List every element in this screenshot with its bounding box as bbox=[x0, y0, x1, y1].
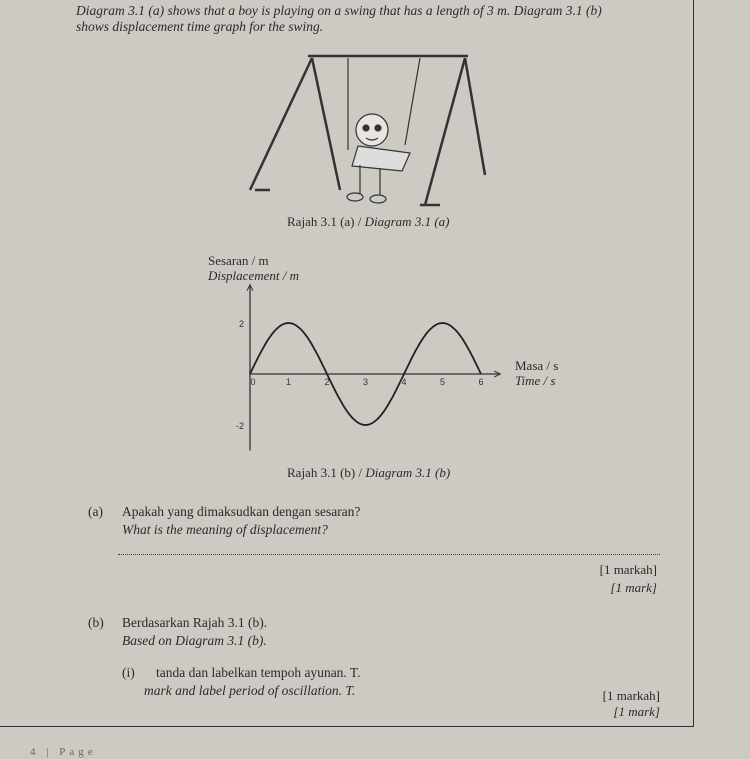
x-tick-label: 3 bbox=[362, 377, 369, 387]
question-b bbox=[122, 614, 267, 650]
question-a bbox=[122, 503, 360, 539]
mark-b-en: [1 mark] bbox=[613, 704, 660, 719]
question-b-i-text-ms: tanda dan labelkan tempoh ayunan. T. bbox=[156, 665, 361, 680]
mark-b-ms: [1 markah] bbox=[602, 688, 660, 703]
question-b-i-label: (i) bbox=[122, 665, 135, 680]
x-tick-label: 4 bbox=[401, 377, 407, 387]
diagram-a-caption-ms: Rajah 3.1 (a) / bbox=[287, 214, 365, 229]
diagram-b-caption-ms: Rajah 3.1 (b) / bbox=[287, 465, 366, 480]
diagram-a-caption-en: Diagram 3.1 (a) bbox=[364, 214, 450, 229]
question-a-text-ms: Apakah yang dimaksudkan dengan sesaran? bbox=[122, 504, 361, 519]
y-tick-label: 2 bbox=[238, 319, 244, 329]
intro-line-1: Diagram 3.1 (a) shows that a boy is playing on a swing that has a length of 3 m. Diagram 3.1 (b) bbox=[76, 3, 602, 18]
mark-a-ms: [1 markah] bbox=[599, 562, 657, 577]
question-a-label: (a) bbox=[88, 504, 103, 519]
x-tick-label: 2 bbox=[324, 377, 330, 387]
diagram-b-caption bbox=[287, 465, 450, 481]
x-tick-label: 6 bbox=[478, 377, 484, 387]
answer-line-a[interactable] bbox=[118, 554, 660, 555]
mark-a-en: [1 mark] bbox=[610, 580, 657, 595]
diagram-b-caption-en: Diagram 3.1 (b) bbox=[365, 465, 451, 480]
x-tick-label: 5 bbox=[439, 377, 446, 387]
x-axis-label-ms: Masa / s bbox=[515, 358, 559, 373]
intro-line-2: shows displacement time graph for the swing. bbox=[76, 19, 324, 34]
y-axis-label-ms: Sesaran / m bbox=[208, 253, 269, 268]
x-axis-label-en: Time / s bbox=[515, 373, 556, 388]
frame-border-bottom bbox=[0, 726, 694, 727]
y-axis-label-en: Displacement / m bbox=[208, 268, 299, 283]
question-a-text-en: What is the meaning of displacement? bbox=[122, 522, 328, 537]
question-b-text-en: Based on Diagram 3.1 (b). bbox=[122, 633, 267, 648]
question-b-i bbox=[144, 664, 361, 700]
question-b-text-ms: Berdasarkan Rajah 3.1 (b). bbox=[122, 615, 268, 630]
question-b-label: (b) bbox=[88, 615, 104, 630]
y-tick-label: -2 bbox=[235, 421, 244, 431]
x-tick-label: 1 bbox=[285, 377, 292, 387]
x-tick-label: 0 bbox=[250, 377, 256, 387]
question-b-i-text-en: mark and label period of oscillation. T. bbox=[144, 683, 356, 698]
page-footer: 4 | Page bbox=[30, 746, 97, 758]
